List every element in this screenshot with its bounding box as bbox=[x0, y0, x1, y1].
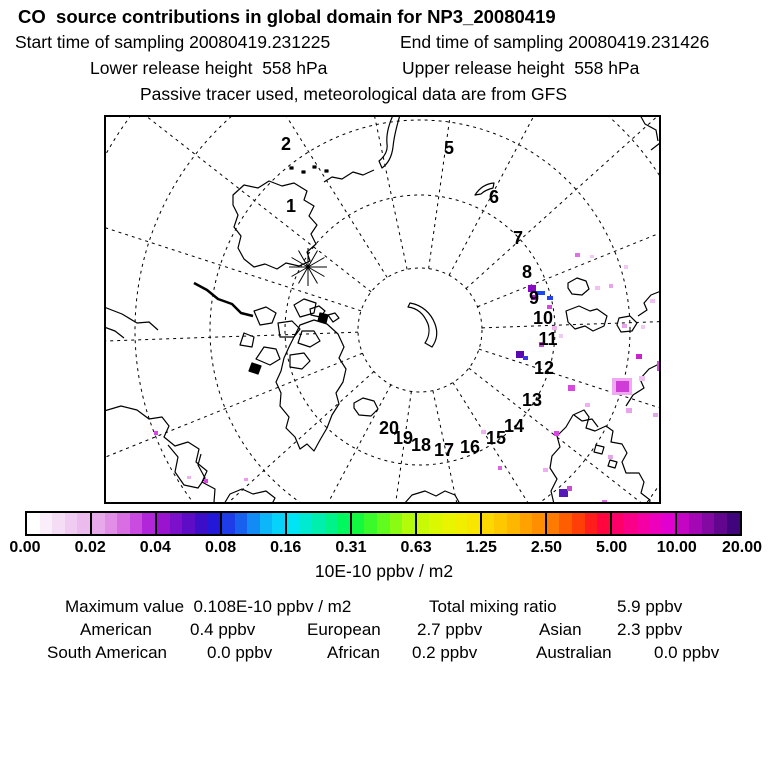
colorbar-cell bbox=[220, 513, 235, 534]
colorbar-cell bbox=[299, 513, 312, 534]
colorbar-cell bbox=[415, 513, 430, 534]
concentration-dot bbox=[636, 354, 642, 359]
colorbar-cell bbox=[702, 513, 715, 534]
colorbar-cell bbox=[364, 513, 377, 534]
concentration-dot bbox=[547, 296, 553, 300]
maximum-value-label: Maximum value 0.108E-10 ppbv / m2 bbox=[65, 597, 352, 616]
colorbar-tick: 0.04 bbox=[139, 539, 171, 556]
colorbar-cell bbox=[585, 513, 598, 534]
colorbar-cell bbox=[597, 513, 610, 534]
trajectory-marker: 13 bbox=[521, 390, 543, 410]
concentration-dot bbox=[498, 466, 502, 470]
concentration-dot bbox=[650, 299, 655, 303]
concentration-dot bbox=[559, 334, 563, 338]
colorbar-cell bbox=[40, 513, 53, 534]
colorbar-cell bbox=[130, 513, 143, 534]
trajectory-marker: 12 bbox=[533, 358, 555, 378]
colorbar-unit-label: 10E-10 ppbv / m2 bbox=[314, 561, 454, 581]
trajectory-marker: 2 bbox=[280, 134, 292, 154]
colorbar-cell bbox=[312, 513, 325, 534]
trajectory-marker: 6 bbox=[488, 187, 500, 207]
colorbar-cell bbox=[325, 513, 338, 534]
colorbar-cell bbox=[27, 513, 40, 534]
colorbar-cell bbox=[714, 513, 727, 534]
colorbar-cell bbox=[402, 513, 415, 534]
concentration-dot bbox=[616, 381, 629, 392]
colorbar-cell bbox=[337, 513, 350, 534]
colorbar-cell bbox=[272, 513, 285, 534]
trajectory-marker: 10 bbox=[532, 308, 554, 328]
tracer-note-label: Passive tracer used, meteorological data are from GFS bbox=[140, 84, 567, 104]
concentration-dot bbox=[568, 385, 575, 391]
concentration-dot bbox=[608, 455, 613, 459]
colorbar-tick: 10.00 bbox=[656, 539, 697, 556]
concentration-dot bbox=[639, 376, 645, 381]
colorbar-cell bbox=[207, 513, 220, 534]
lower-release-label: Lower release height 558 hPa bbox=[90, 58, 328, 78]
coastlines bbox=[104, 115, 661, 504]
concentration-dot bbox=[244, 478, 248, 481]
total-mixing-ratio-value: 5.9 ppbv bbox=[617, 597, 683, 616]
trajectory-marker: 1 bbox=[285, 196, 297, 216]
colorbar-cell bbox=[480, 513, 495, 534]
start-time-label: Start time of sampling 20080419.231225 bbox=[15, 32, 331, 52]
concentration-dot bbox=[609, 284, 613, 288]
trajectory-marker: 20 bbox=[378, 418, 400, 438]
colorbar-cell bbox=[442, 513, 455, 534]
concentration-dot bbox=[590, 255, 594, 258]
colorbar-tick: 0.31 bbox=[335, 539, 367, 556]
graticule-grid bbox=[104, 115, 661, 504]
colorbar-cell bbox=[77, 513, 90, 534]
colorbar-cell bbox=[105, 513, 118, 534]
colorbar-cell bbox=[689, 513, 702, 534]
colorbar-tick: 0.08 bbox=[204, 539, 237, 556]
colorbar-tick: 0.16 bbox=[270, 539, 302, 556]
concentration-dot bbox=[585, 403, 590, 407]
colorbar-cell bbox=[65, 513, 78, 534]
concentration-dot bbox=[575, 253, 580, 257]
concentration-dot bbox=[653, 413, 658, 417]
asian-value: 2.3 ppbv bbox=[617, 620, 683, 639]
concentration-dot bbox=[559, 489, 568, 497]
concentration-dot bbox=[595, 286, 600, 290]
colorbar-cell bbox=[545, 513, 560, 534]
colorbar-cell bbox=[662, 513, 675, 534]
colorbar-cell bbox=[507, 513, 520, 534]
colorbar-cell bbox=[390, 513, 403, 534]
trajectory-markers bbox=[281, 134, 558, 460]
trajectory-marker: 17 bbox=[433, 440, 455, 460]
upper-release-label: Upper release height 558 hPa bbox=[402, 58, 640, 78]
end-time-label: End time of sampling 20080419.231426 bbox=[400, 32, 710, 52]
colorbar-cell bbox=[170, 513, 183, 534]
colorbar-cell bbox=[195, 513, 208, 534]
concentration-dot bbox=[204, 479, 208, 483]
colorbar-cell bbox=[377, 513, 390, 534]
colorbar-cell bbox=[247, 513, 260, 534]
colorbar-cell bbox=[155, 513, 170, 534]
total-mixing-ratio-label: Total mixing ratio bbox=[429, 597, 557, 616]
colorbar-cell bbox=[675, 513, 690, 534]
australian-value: 0.0 ppbv bbox=[654, 643, 720, 662]
trajectory-marker: 7 bbox=[512, 228, 524, 248]
american-value: 0.4 ppbv bbox=[190, 620, 256, 639]
trajectory-marker: 18 bbox=[410, 435, 432, 455]
trajectory-marker: 14 bbox=[503, 416, 525, 436]
concentration-dot bbox=[154, 431, 158, 435]
south-american-label: South American bbox=[47, 643, 168, 662]
concentration-dot bbox=[622, 324, 627, 328]
trajectory-marker: 5 bbox=[443, 138, 455, 158]
colorbar-tick: 0.02 bbox=[74, 539, 106, 556]
trajectory-marker: 8 bbox=[521, 262, 533, 282]
european-label: European bbox=[307, 620, 381, 639]
colorbar-cell bbox=[650, 513, 663, 534]
colorbar-cell bbox=[467, 513, 480, 534]
trajectory-marker: 15 bbox=[485, 428, 507, 448]
european-value: 2.7 ppbv bbox=[417, 620, 483, 639]
american-label: American bbox=[80, 620, 152, 639]
african-value: 0.2 ppbv bbox=[412, 643, 478, 662]
trajectory-marker: 19 bbox=[392, 428, 414, 448]
concentration-dot bbox=[641, 325, 645, 329]
colorbar-tick: 5.00 bbox=[596, 539, 628, 556]
colorbar-cell bbox=[727, 513, 740, 534]
colorbar-tick: 2.50 bbox=[530, 539, 563, 556]
polar-map bbox=[104, 115, 661, 504]
page-title: CO source contributions in global domain for NP3_20080419 bbox=[18, 6, 556, 27]
colorbar-cell bbox=[142, 513, 155, 534]
colorbar-cell bbox=[572, 513, 585, 534]
asian-label: Asian bbox=[539, 620, 582, 639]
colorbar-cell bbox=[235, 513, 248, 534]
map-border bbox=[105, 116, 660, 503]
australian-label: Australian bbox=[536, 643, 612, 662]
colorbar-cell bbox=[52, 513, 65, 534]
colorbar-cell bbox=[455, 513, 468, 534]
colorbar-cell bbox=[520, 513, 533, 534]
african-label: African bbox=[327, 643, 380, 662]
colorbar-cell bbox=[260, 513, 273, 534]
colorbar-cell bbox=[285, 513, 300, 534]
colorbar-cell bbox=[117, 513, 130, 534]
south-american-value: 0.0 ppbv bbox=[207, 643, 273, 662]
trajectory-marker: 16 bbox=[459, 437, 481, 457]
colorbar-cell bbox=[610, 513, 625, 534]
colorbar-tick: 0.63 bbox=[400, 539, 432, 556]
colorbar-cell bbox=[350, 513, 365, 534]
concentration-dot bbox=[567, 486, 572, 491]
concentration-dot bbox=[523, 356, 528, 360]
colorbar-cell bbox=[494, 513, 507, 534]
colorbar-cell bbox=[559, 513, 572, 534]
colorbar-cell bbox=[429, 513, 442, 534]
colorbar-cell bbox=[624, 513, 637, 534]
colorbar-tick: 0.00 bbox=[9, 539, 41, 556]
colorbar-ticks bbox=[9, 539, 763, 559]
concentration-dot bbox=[543, 468, 548, 472]
trajectory-marker: 9 bbox=[528, 288, 540, 308]
trajectory-marker: 11 bbox=[538, 329, 558, 349]
colorbar-tick: 1.25 bbox=[465, 539, 497, 556]
colorbar-cell bbox=[637, 513, 650, 534]
concentration-dot bbox=[624, 265, 628, 269]
sampling-location-star bbox=[289, 248, 327, 286]
colorbar-cell bbox=[532, 513, 545, 534]
concentration-dot bbox=[516, 351, 524, 358]
colorbar-cell bbox=[90, 513, 105, 534]
concentration-dot bbox=[626, 408, 632, 413]
concentration-dot bbox=[187, 476, 191, 479]
colorbar bbox=[25, 511, 742, 536]
colorbar-tick: 20.00 bbox=[721, 539, 763, 556]
colorbar-cell bbox=[182, 513, 195, 534]
concentration-dots bbox=[154, 253, 661, 504]
concentration-dot bbox=[554, 431, 559, 436]
